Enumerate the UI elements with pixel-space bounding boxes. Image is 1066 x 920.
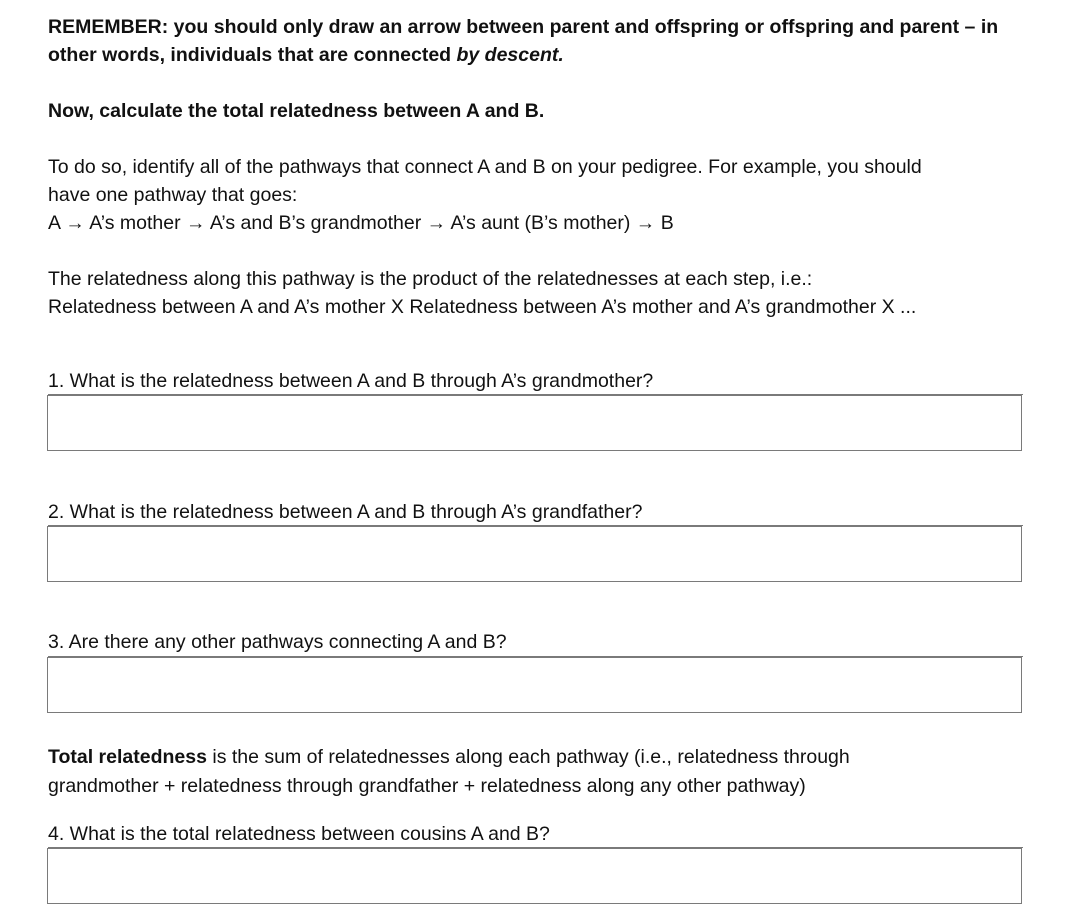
question-3-label: 3. Are there any other pathways connecting A and B? [48, 631, 507, 653]
instructions-line-1: To do so, identify all of the pathways that connect A and B on your pedigree. For example, you should [48, 156, 922, 178]
question-3-answer-box[interactable] [47, 657, 1022, 713]
remember-line-1: REMEMBER: you should only draw an arrow between parent and offspring or offspring and parent – in [48, 16, 999, 38]
product-rule-line-1: The relatedness along this pathway is the product of the relatednesses at each step, i.e.: [48, 268, 813, 290]
product-rule-line-2: Relatedness between A and A’s mother X Relatedness between A’s mother and A’s grandmother X ... [48, 296, 917, 318]
total-def-line-1-text: is the sum of relatednesses along each pathway (i.e., relatedness through [206, 746, 850, 768]
pathway-example: A → A’s mother → A’s and B’s grandmother → A’s aunt (B’s mother) → B [48, 212, 674, 234]
question-4-label: 4. What is the total relatedness between cousins A and B? [48, 823, 550, 845]
question-1-answer-box[interactable] [47, 395, 1022, 451]
question-2-label: 2. What is the relatedness between A and B through A’s grandfather? [48, 501, 643, 523]
remember-emphasis: by descent. [456, 44, 564, 66]
question-2-answer-box[interactable] [47, 526, 1022, 582]
calc-heading: Now, calculate the total relatedness between A and B. [48, 100, 545, 122]
question-4-answer-box[interactable] [47, 848, 1022, 904]
total-def-term: Total relatedness [48, 746, 207, 768]
remember-line-2 [48, 41, 564, 69]
remember-line-2-text: other words, individuals that are connected [48, 44, 457, 66]
question-1-label: 1. What is the relatedness between A and B through A’s grandmother? [48, 370, 654, 392]
total-def-line-2: grandmother + relatedness through grandfather + relatedness along any other pathway) [48, 775, 806, 797]
instructions-line-2: have one pathway that goes: [48, 184, 298, 206]
total-def-line-1 [48, 743, 850, 771]
